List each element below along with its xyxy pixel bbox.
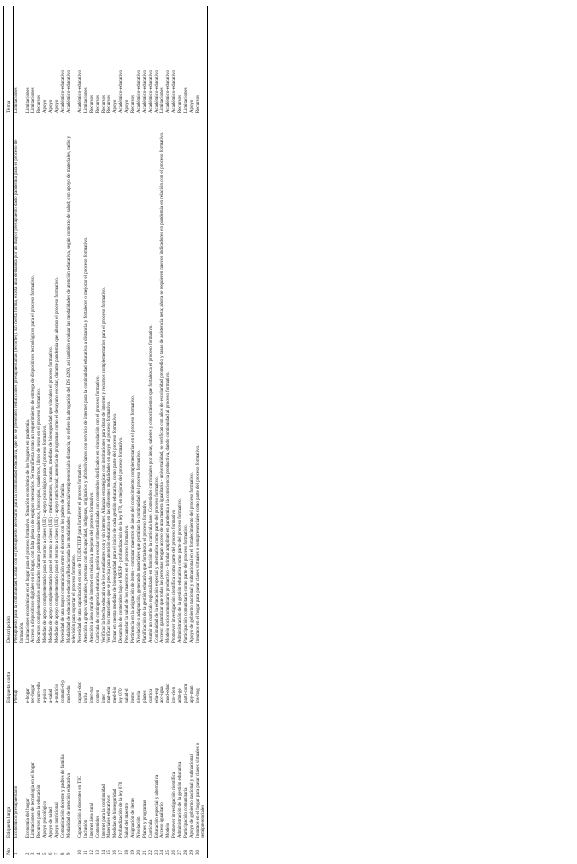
cell-theme: Limitaciones (160, 87, 166, 113)
cell-long-label: Promover investigación científica (172, 771, 178, 838)
table-row (195, 6, 207, 858)
cell-description: Verificar los materiales que se precisa para atención educativa en las diferentes modalidades en apoyo al proceso formativo. (107, 400, 113, 643)
cell-description: Acceso: garantizar que todas las personas tengan acceso de una manera igualitaria - universalidad, se verifican con años de escolaridad promedio y tasas de asistencia neta; ahora se requieren nuevos indicadores en pandemia en relación con el proceso formativo. (160, 131, 166, 643)
cell-short-label: edu-esp (154, 687, 160, 703)
cell-theme: Apoyo (125, 99, 131, 113)
cell-no: 13 (95, 850, 101, 855)
cell-theme: Recursos (195, 95, 201, 113)
cell-description: Necesidad de una mayor comunicación entre el docente con los padres de familia. (60, 482, 66, 643)
cell-short-label: inclu (83, 693, 89, 703)
cell-theme: Recursos (107, 95, 113, 113)
cell-description: Currícula de contingencia educativa, gestión escolar trimestralizada con contenidos dosificados en vinculación con el proceso formativo. (95, 375, 101, 643)
cell-long-label: Limitaciones de tecnología en el hogar (31, 762, 37, 838)
label-table (3, 6, 208, 858)
cell-no: 14 (101, 850, 107, 855)
cell-no: 26 (172, 850, 178, 855)
cell-short-label: inter (101, 694, 107, 703)
cell-long-label: Asignación de ítems (130, 798, 136, 838)
cell-short-label: ley 070 (119, 688, 125, 703)
cell-short-label: mod-educ (166, 683, 172, 703)
cell-long-label: Apoyo de salud (49, 807, 55, 838)
cell-theme: Recursos (178, 95, 184, 113)
cell-description: Atención a grupos vulnerables, personas con discapacidad, indígenas, originarios y afrobolivianos con servicio de internet para la continuidad educativa a distancia y fortalecer o mejorar el proceso formativo. (83, 236, 89, 643)
cell-short-label: ítems (130, 692, 136, 703)
cell-short-label: inv-cien (172, 686, 178, 703)
cell-no: 28 (183, 850, 189, 855)
cell-short-label: adm-ge (178, 688, 184, 703)
cell-short-label: mat-edu (107, 686, 113, 703)
cell-theme: Apoyo (49, 99, 55, 113)
cell-theme: Limitaciones (83, 87, 89, 113)
cell-theme: Recursos (89, 95, 95, 113)
cell-short-label: parti-com (183, 683, 189, 703)
cell-long-label: Economía del hogar (25, 798, 31, 838)
cell-short-label: comuni-d-p (60, 680, 66, 703)
cell-long-label: Educación especial y alternativa (154, 774, 160, 838)
cell-short-label: nivela (136, 691, 142, 703)
cell-long-label: Participación comunitaria (183, 787, 189, 838)
cell-description: Planificación de la gestión educativa que fortalezca el proceso formativo. (142, 499, 148, 643)
cell-description: Limitaciones económicas en el hogar para el proceso formativo. Situación económica de los hogares en pandemia. (25, 419, 31, 643)
cell-short-label: planes (142, 690, 148, 703)
cell-no: 12 (89, 850, 95, 855)
cell-theme: Limitaciones (31, 87, 37, 113)
cell-theme: Recursos (130, 95, 136, 113)
table-body (14, 6, 208, 858)
cell-short-label: ins-hog (195, 688, 201, 703)
cell-theme: Académico-educativo (136, 70, 142, 113)
cell-no: 10 (77, 850, 83, 855)
cell-long-label: Salud del maestro (125, 802, 131, 838)
cell-long-label: Apoyo de gobierno nacional y subnacional (189, 754, 195, 838)
cell-description: Medidas de apoyo complementario para el retorno a clases (UE) - apoyo nutricional; ausencia de programas como el desayuno escolar, durante pandemia que alteran el proceso formativo. (54, 277, 60, 643)
cell-short-label: conten (95, 689, 101, 703)
cell-short-label: a-psico (43, 688, 49, 703)
header-no: No (5, 848, 12, 855)
header-theme: Tema (5, 100, 12, 113)
cell-short-label: inter-rur (89, 686, 95, 703)
cell-description: Modalidad de educación educativa/Relacionada las modalidades: presencial/semipresencial/a distancia, se refiere la abrogación del DS 4260, así también evaluar las modalidades de atención educativa, según contexto de salud; con apoyo de materiales, radio y televisión para soportar el proceso formativo. (66, 135, 78, 643)
cell-description: Nivelación o adaptación, generando materiales que permitan la continuidad del proceso formativo. (136, 450, 142, 643)
cell-description: Administración de la gestión educativa como parte del proceso formativo. (178, 498, 184, 643)
cell-no: 6 (49, 852, 55, 855)
cell-theme: Académico-educativo (60, 70, 66, 113)
cell-no: 22 (148, 850, 154, 855)
cell-long-label: Materiales educativos (107, 795, 113, 838)
cell-theme: Limitaciones (14, 87, 20, 113)
cell-description: Promover investigación científica como parte del proceso formativo (172, 509, 178, 643)
cell-description: Necesidad de una capacitación en uso de TIC/DCTIEP para fortalecer el proceso formativo. (77, 463, 83, 643)
cell-no: 16 (113, 850, 119, 855)
cell-theme: Recursos (101, 95, 107, 113)
cell-theme: Apoyo (54, 99, 60, 113)
cell-theme: Académico-educativo (166, 70, 172, 113)
cell-no: 5 (43, 852, 49, 855)
cell-description: Insumos en el hogar para pasar clases virtuales o semipresenciales como parte del proceso formativo. (195, 444, 201, 643)
cell-no: 4 (37, 852, 43, 855)
cell-long-label: Internet área rural (89, 802, 95, 838)
cell-theme: Recursos (95, 95, 101, 113)
cell-long-label: Insumos en el hogar para pasar clases virtuales o semipresenciales (195, 742, 207, 838)
cell-theme: Limitaciones (183, 87, 189, 113)
cell-short-label: curricu (148, 689, 154, 703)
cell-no: 21 (142, 850, 148, 855)
cell-no: 20 (136, 850, 142, 855)
cell-theme: Apoyo (113, 99, 119, 113)
cell-theme: Apoyo (43, 99, 49, 113)
cell-no: 15 (107, 850, 113, 855)
cell-description: Participación comunitaria como parte del proceso formativo. (183, 524, 189, 643)
cell-theme: Académico-educativo (66, 70, 72, 113)
cell-theme: Académico-educativo (77, 70, 83, 113)
table-row (14, 6, 26, 858)
cell-description: Desarrollo de contenidos bajo el MESP - profundización de la ley 070, en mejoras del proceso formativo. (119, 436, 125, 643)
cell-description: Atención a área rural de internet en relación a mejoras del proceso formativo. (89, 491, 95, 643)
cell-no: 3 (31, 852, 37, 855)
cell-long-label: Económico/presupuestario (14, 785, 20, 838)
cell-short-label: acc-igua (160, 686, 166, 703)
cell-long-label: Apoyo nutricional (54, 802, 60, 838)
cell-no: 8 (60, 852, 66, 855)
cell-short-label: e-hogar (25, 688, 31, 703)
cell-long-label: Comunicación docente y padres de familia (60, 754, 66, 838)
cell-no: 7 (54, 852, 60, 855)
cell-no: 2 (25, 852, 31, 855)
cell-no: 29 (189, 850, 195, 855)
cell-long-label: Modalidad de atención educativa (66, 773, 72, 838)
cell-description: Presupuesto para la continuidad/Contar con el presupuesto necesario para la continuidad educativa, que no se presenten reducciones presupuestarias (recortes). En cierta forma, exista una demanda por un mayor presupuesto dado pandemia para el proceso de formación. (14, 139, 25, 643)
cell-no: 1 (14, 852, 20, 855)
cell-description: Tomar en cuenta medidas de bioseguridad para el inicio de cada gestión educativa, como parte del proceso formativo. (113, 412, 119, 643)
cell-short-label: a-salud (49, 688, 55, 703)
cell-long-label: Recursos para la educación (37, 784, 43, 838)
cell-short-label: apy-mun (189, 685, 195, 703)
cell-description: Continuidad de la educación especial y alternativa como parte del proceso formativo. (154, 476, 160, 643)
cell-long-label: Planes y programas (142, 799, 148, 838)
cell-description: Precautelar la salud de los maestros en el proceso formativo. (125, 524, 131, 643)
cell-no: 19 (130, 850, 136, 855)
cell-description: Recursos complementarios utilizados durante pandemia-cuadernos, fotocopias, cuadernos, libros de texto en el proceso formativo. (37, 388, 43, 643)
cell-long-label: Contenidos (95, 815, 101, 838)
cell-short-label: med-bio (113, 686, 119, 703)
cell-short-label: a-nutricio (54, 683, 60, 703)
header-short-label: Etiqueta corta (5, 671, 12, 703)
cell-long-label: Apoyo psicológico (43, 800, 49, 838)
cell-long-label: Capacitación a docentes en TIC (77, 775, 83, 838)
header-long-label: Etiqueta larga (5, 806, 12, 838)
cell-theme: Limitaciones (25, 87, 31, 113)
cell-short-label: mod-edu (66, 685, 72, 703)
cell-short-label: salud-d (125, 688, 131, 703)
cell-theme: Académico-educativo (142, 70, 148, 113)
cell-theme: Académico-educativo (148, 70, 154, 113)
cell-no: 25 (166, 850, 172, 855)
cell-description: Apoyo de gobierno nacional y subnacional en el fortalecimiento del proceso formativo. (189, 472, 195, 643)
cell-no: 27 (178, 850, 184, 855)
cell-theme: Apoyo (189, 99, 195, 113)
cell-theme: Recursos (37, 95, 43, 113)
cell-short-label: capaci-doc (77, 681, 83, 703)
cell-long-label: Medidas de bioseguridad (113, 788, 119, 838)
cell-long-label: Administración de la gestión educativa (178, 761, 184, 838)
cell-no: 30 (195, 850, 201, 855)
cell-theme: Académico-educativo (154, 70, 160, 113)
cell-no: 23 (154, 850, 160, 855)
cell-long-label: Profundización de la ley 070 (119, 781, 125, 838)
cell-long-label: Acceso igualitario (160, 802, 166, 838)
cell-long-label: Inclusión (83, 819, 89, 838)
cell-description: Medidas de apoyo complementario para el retorno a clases (UE) - apoyo psicológico para el proceso formativo. (43, 424, 49, 643)
cell-description: Verificar la brecha educativa de los estudiantes con y sin internet. Alianzas estratégicas con instituciones para dotar de internet y recursos complementarios para el proceso formativo. (101, 287, 107, 643)
cell-long-label: Nivelación (136, 816, 142, 838)
cell-no: 24 (160, 850, 166, 855)
cell-theme: Académico-educativo (172, 70, 178, 113)
table-row (66, 6, 77, 858)
cell-no: 11 (83, 850, 89, 855)
cell-short-label: Presup (14, 689, 20, 703)
cell-no: 17 (119, 850, 125, 855)
cell-description: Acceso a dispositivos digitales en el hogar, con falta plena o de equipos necesarios. Se manifiesta como un requerimiento de entrega de dispositivos tecnológicos para el proceso formativo. (31, 275, 37, 643)
cell-description: Medidas de apoyo complementario para el retorno a clases (UE) - medicamentos, vacunas, medidas de bioseguridad que vinculen el proceso formativo. (49, 346, 55, 643)
cell-theme: Académico-educativo (119, 70, 125, 113)
cell-long-label: Internet para la continuidad (101, 784, 107, 838)
cell-description: Pertinencia en la asignación de ítems - contratar maestros de áreas del conocimiento complementarias en el proceso formativo. (130, 395, 136, 643)
table-header (4, 6, 14, 858)
cell-no: 18 (125, 850, 131, 855)
cell-description: Modelo sociocomunitario productivo - brindar amplitud en pandemia a la consciencia productiva, dando continuidad al proceso formativo. (166, 371, 172, 643)
cell-long-label: Currícula (148, 819, 154, 838)
header-description: Descripción (5, 615, 12, 643)
cell-long-label: Modelo (166, 822, 172, 838)
cell-no: 9 (66, 852, 72, 855)
cell-short-label: recurs-edu (37, 682, 43, 703)
cell-description: Asumir un currículo regionalizado en función de la currícula base. Contenidos curriculares por áreas, saberes y conocimientos que fortalezca el proceso formativo. (148, 324, 154, 643)
cell-short-label: tec-hogar (31, 684, 37, 703)
